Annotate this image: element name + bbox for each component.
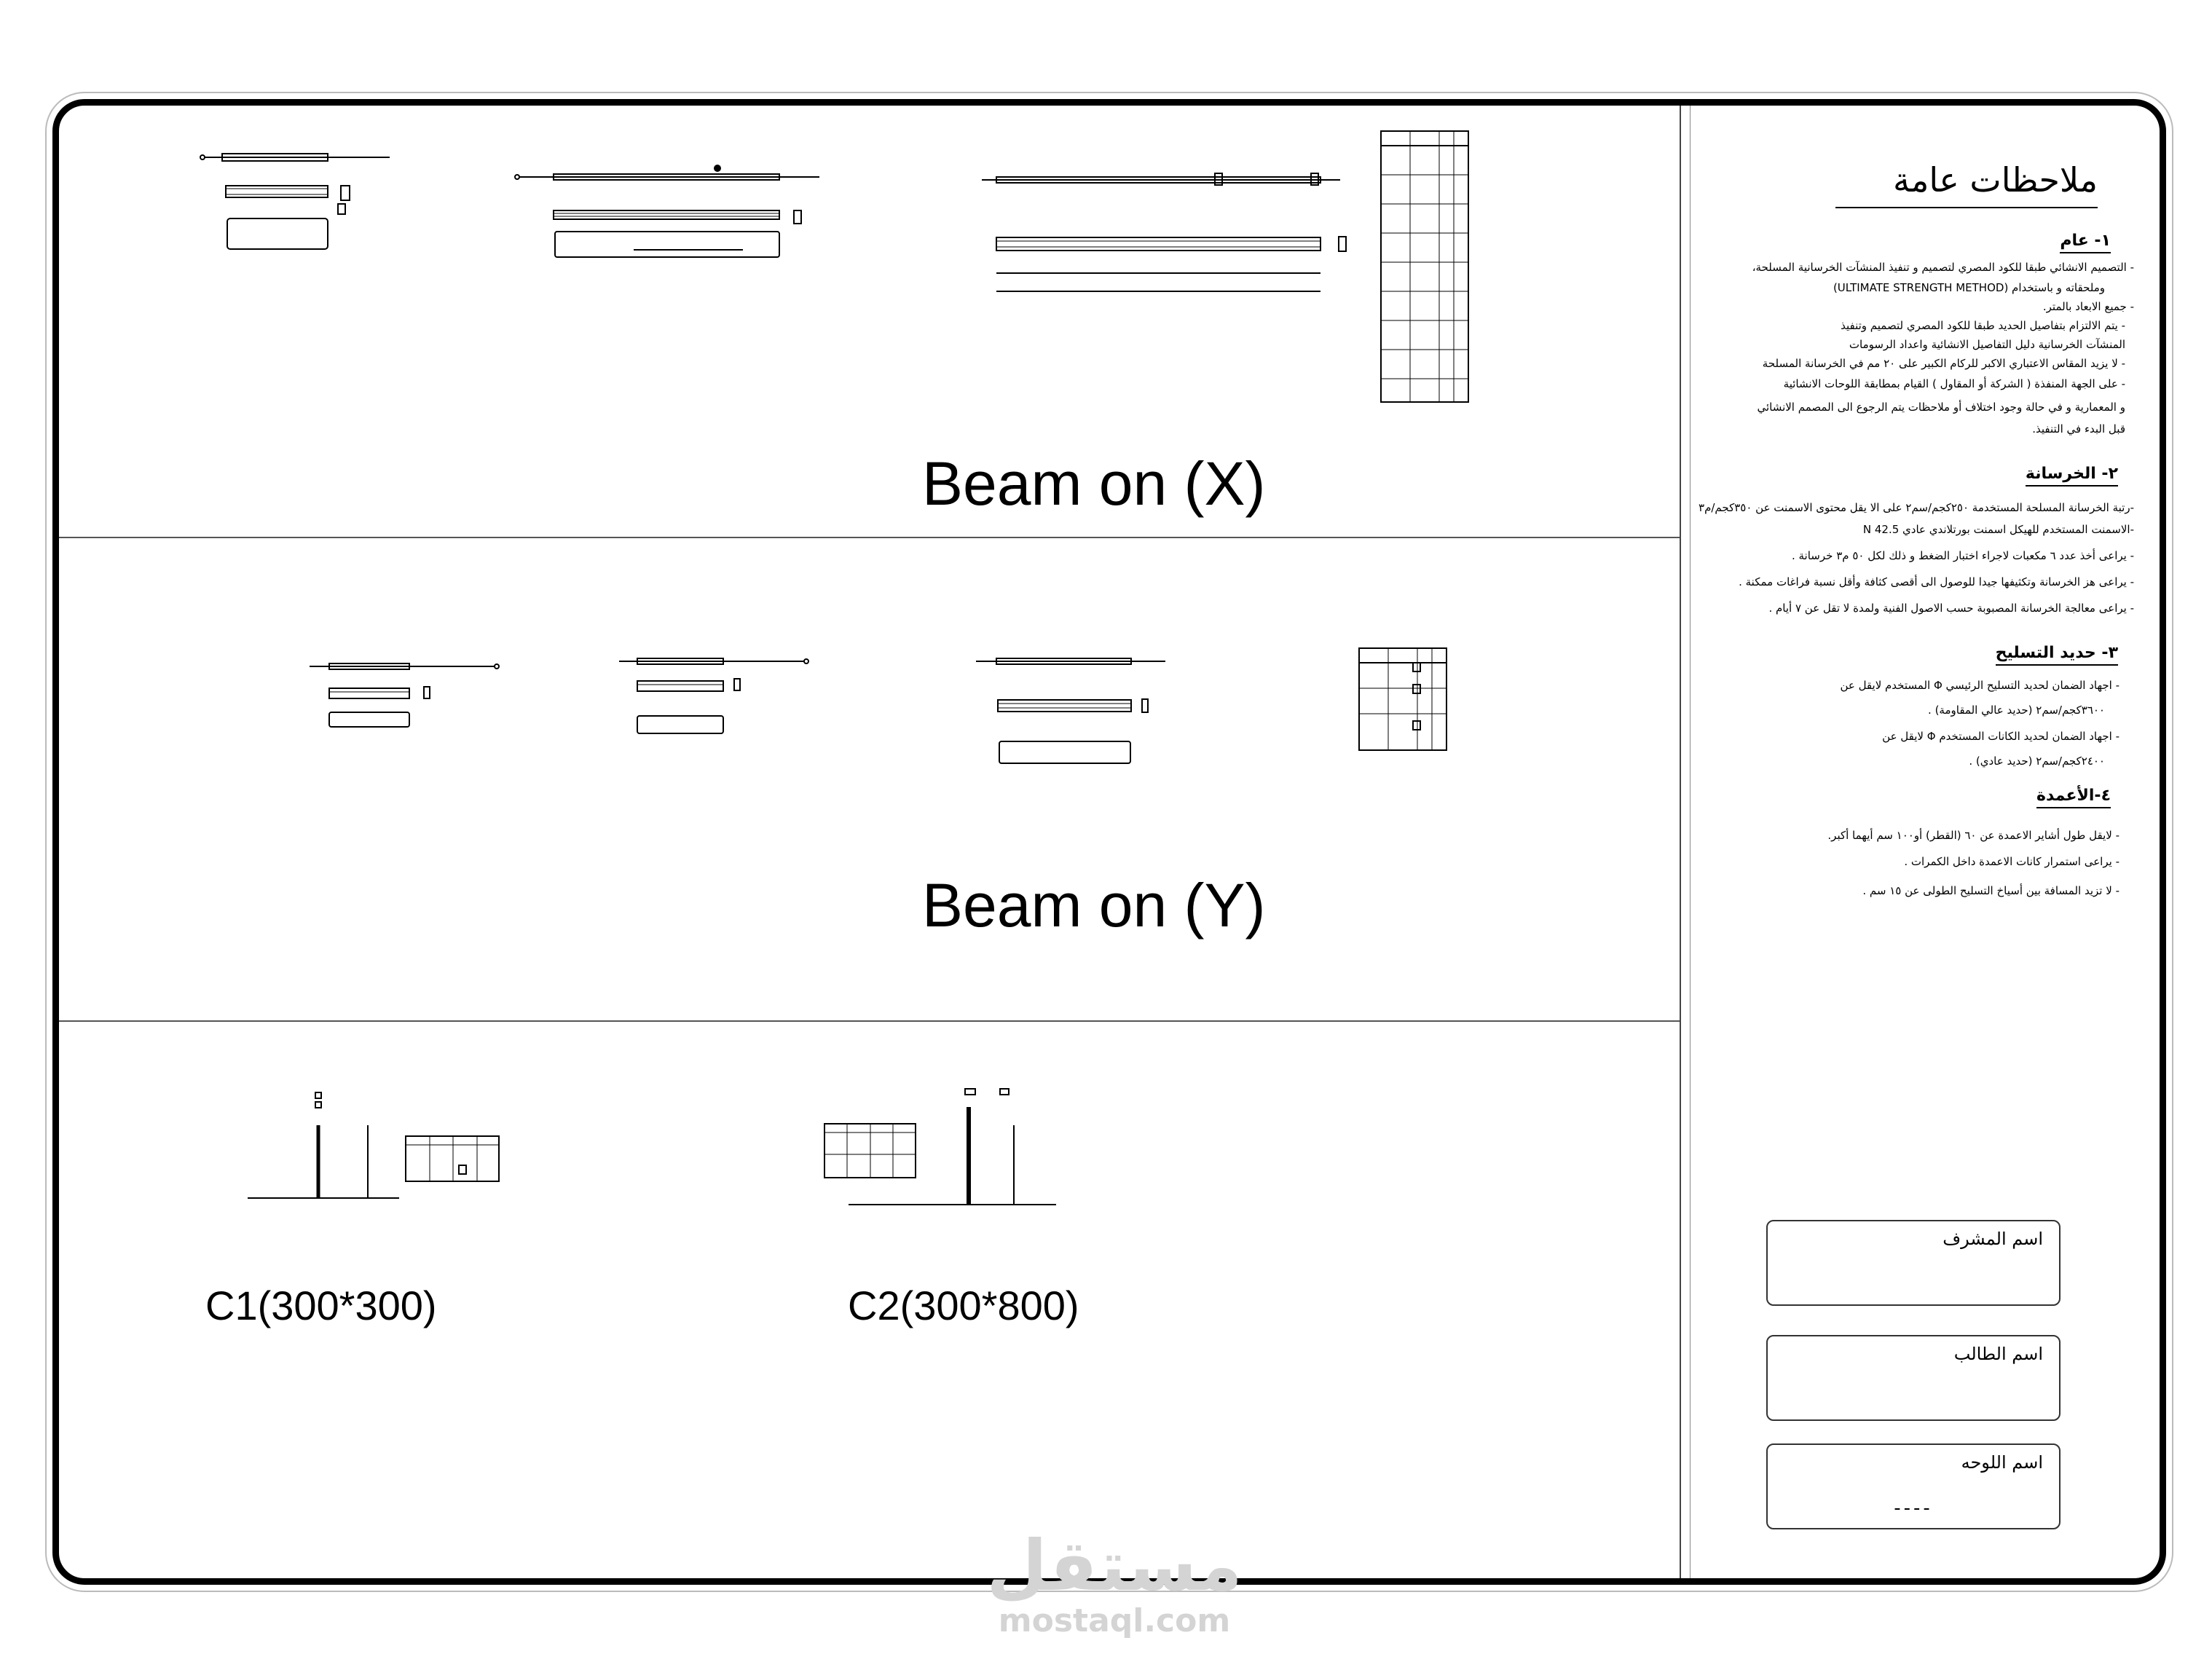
beam-x-detail-3 (982, 173, 1346, 291)
notes-rebar-line-2: ٣٦٠٠كجم/سم٢ (حديد عالي المقاومة) . (1928, 704, 2105, 717)
notes-general-line-9: قبل البدء في التنفيذ. (2032, 422, 2125, 436)
notes-section-rebar-heading: ٣- حديد التسليح (1996, 644, 2118, 666)
watermark-arabic: مستقل (986, 1525, 1243, 1607)
notes-section-concrete-heading: ٢- الخرسانة (2026, 465, 2118, 487)
beam-x-detail-2 (515, 165, 819, 257)
sheet-name-label: اسم اللوحه (1961, 1452, 2043, 1473)
general-notes-panel (1697, 146, 2134, 947)
watermark (969, 1525, 1260, 1639)
notes-general-line-6: - لا يزيد المقاس الاعتباري الاكبر للركام الكبير على ٢٠ مم في الخرسانة المسلحة (1762, 357, 2125, 370)
notes-columns-line-1: - لايقل طول أشاير الاعمدة عن ٦٠ (القطر) أو١٠٠ سم أيهما أكبر. (1827, 829, 2119, 842)
column-c1-detail (248, 1092, 499, 1198)
beam-x-detail-1 (200, 154, 390, 249)
notes-columns-line-2: - يراعى استمرار كانات الاعمدة داخل الكمرات . (1904, 855, 2119, 868)
beam-y-detail-3 (976, 658, 1165, 763)
notes-general-line-8: و المعمارية و في حالة وجود اختلاف أو ملاحظات يتم الرجوع الى المصمم الانشائي (1757, 401, 2125, 414)
notes-rebar-line-4: ٢٤٠٠كجم/سم٢ (حديد عادي) . (1969, 755, 2105, 768)
general-notes-title: ملاحظات عامة (1835, 160, 2098, 208)
column-c2-detail (824, 1089, 1056, 1205)
beam-x-label: Beam on (X) (922, 449, 1266, 518)
beam-y-detail-2 (619, 658, 808, 733)
beam-x-rebar-table (1381, 131, 1468, 402)
notes-general-line-2: وملحقاته و باستخدام (ULTIMATE STRENGTH METHOD) (1833, 281, 2105, 294)
notes-general-line-5: المنشآت الخرسانية دليل التفاصيل الانشائية واعداد الرسومات (1849, 338, 2125, 351)
supervisor-name-label: اسم المشرف (1943, 1229, 2043, 1249)
notes-general-line-3: - جميع الابعاد بالمتر. (2042, 300, 2134, 313)
column-c2-label: C2(300*800) (848, 1283, 1079, 1328)
notes-section-general-heading: ١- عام (2060, 232, 2111, 253)
notes-concrete-line-5: - يراعى معالجة الخرسانة المصبوبة حسب الاصول الفنية ولمدة لا تقل عن ٧ أيام . (1768, 602, 2134, 615)
beam-y-detail-1 (310, 663, 499, 727)
notes-rebar-line-1: - اجهاد الضمان لحديد التسليح الرئيسي Φ المستخدم لايقل عن (1840, 679, 2119, 692)
beam-y-label: Beam on (Y) (922, 871, 1266, 940)
notes-general-line-7: - على الجهة المنفذة ( الشركة أو المقاول ) القيام بمطابقة اللوحات الانشائية (1783, 377, 2125, 390)
notes-general-line-1: - التصميم الانشائي طبقا للكود المصري لتصميم و تنفيذ المنشآت الخرسانية المسلحة، (1752, 261, 2134, 274)
notes-concrete-line-3: - يراعى أخذ عدد ٦ مكعبات لاجراء اختبار الضغط و ذلك لكل ٥٠ م٣ خرسانة . (1791, 549, 2134, 562)
notes-concrete-line-1: -رتبة الخرسانة المسلحة المستخدمة ٢٥٠كجم/سم٢ على الا يقل محتوى الاسمنت عن ٣٥٠كجم/م٣ (1699, 501, 2134, 514)
sheet-name-value: ---- (1894, 1497, 1933, 1519)
student-name-label: اسم الطالب (1953, 1344, 2043, 1364)
supervisor-name-box (1766, 1220, 2061, 1306)
notes-concrete-line-2: -الاسمنت المستخدم للهيكل اسمنت بورتلاندي عادي N 42.5 (1862, 523, 2134, 536)
notes-concrete-line-4: - يراعى هز الخرسانة وتكثيفها جيدا للوصول الى أقصى كثافة وأقل نسبة فراغات ممكنة . (1739, 575, 2134, 588)
notes-general-line-4: - يتم الالتزام بتفاصيل الحديد طبقا للكود المصري لتصميم وتنفيذ (1841, 319, 2125, 332)
notes-section-columns-heading: ٤-الأعمدة (2036, 787, 2111, 808)
notes-columns-line-3: - لا تزيد المسافة بين أسياخ التسليح الطولى عن ١٥ سم . (1862, 884, 2119, 897)
watermark-latin: mostaql.com (998, 1602, 1231, 1639)
beam-y-rebar-table (1359, 648, 1447, 750)
column-c1-label: C1(300*300) (205, 1283, 437, 1328)
sheet-name-box (1766, 1443, 2061, 1529)
notes-rebar-line-3: - اجهاد الضمان لحديد الكانات المستخدم Φ لايقل عن (1882, 730, 2119, 743)
student-name-box (1766, 1335, 2061, 1421)
